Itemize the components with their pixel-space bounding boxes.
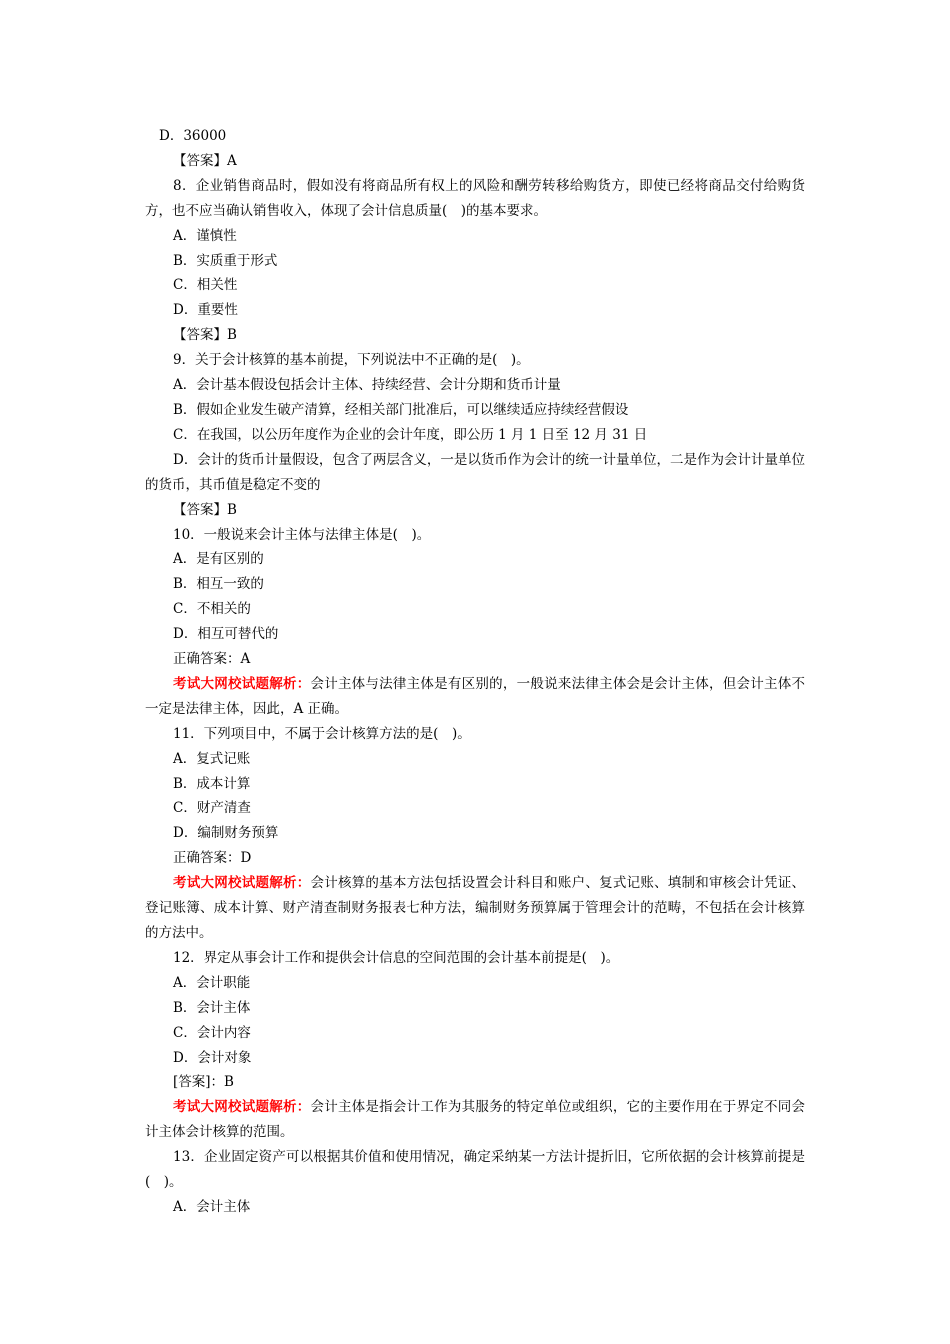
q8-option-c: C．相关性 <box>173 277 238 294</box>
explanation-text: 会计主体是指会计工作为其服务的特定单位或组织，它的主要作用在于界定不同会计主体会计核算的范围。 <box>145 1099 806 1141</box>
explanation-q10 <box>145 672 805 722</box>
question-11: 11．下列项目中，不属于会计核算方法的是( )。 <box>173 725 471 742</box>
explanation-label: 考试大网校试题解析： <box>173 1099 311 1116</box>
q9-option-c: C．在我国，以公历年度作为企业的会计年度，即公历 1 月 1 日至 12 月 31 日 <box>173 426 648 443</box>
answer-q10: 正确答案：A <box>173 651 251 668</box>
answer-q8: 【答案】B <box>173 327 237 344</box>
answer-q7: 【答案】A <box>173 152 237 169</box>
q12-option-a: A．会计职能 <box>173 974 251 991</box>
q10-option-b: B．相互一致的 <box>173 576 264 593</box>
q9-option-a: A．会计基本假设包括会计主体、持续经营、会计分期和货币计量 <box>173 377 561 394</box>
q10-option-d: D．相互可替代的 <box>173 626 279 643</box>
q13-option-a: A．会计主体 <box>173 1198 251 1215</box>
answer-q11: 正确答案：D <box>173 850 252 867</box>
q11-option-c: C．财产清查 <box>173 800 251 817</box>
question-8: 8．企业销售商品时，假如没有将商品所有权上的风险和酬劳转移给购货方，即使已经将商品交付给购货方，也不应当确认销售收入，体现了会计信息质量( )的基本要求。 <box>145 177 805 219</box>
explanation-q12 <box>145 1095 805 1145</box>
explanation-label: 考试大网校试题解析： <box>173 875 311 892</box>
q10-option-c: C．不相关的 <box>173 601 251 618</box>
q8-option-a: A．谨慎性 <box>173 227 237 244</box>
question-9: 9．关于会计核算的基本前提，下列说法中不正确的是( )。 <box>173 352 530 369</box>
q11-option-a: A．复式记账 <box>173 750 251 767</box>
question-10: 10．一般说来会计主体与法律主体是( )。 <box>173 526 431 543</box>
answer-q9: 【答案】B <box>173 501 237 518</box>
explanation-text: 会计主体与法律主体是有区别的，一般说来法律主体会是会计主体，但会计主体不一定是法律主体，因此，A 正确。 <box>145 675 806 717</box>
q9-option-b: B．假如企业发生破产清算，经相关部门批准后，可以继续适应持续经营假设 <box>173 401 629 418</box>
explanation-q11 <box>145 871 805 946</box>
q12-option-b: B．会计主体 <box>173 999 251 1016</box>
document-body <box>145 124 805 1220</box>
q8-option-d: D．重要性 <box>173 302 238 319</box>
q12-option-c: C．会计内容 <box>173 1024 251 1041</box>
answer-q12: [答案]：B <box>173 1074 234 1091</box>
q10-option-a: A．是有区别的 <box>173 551 264 568</box>
question-12: 12．界定从事会计工作和提供会计信息的空间范围的会计基本前提是( )。 <box>173 949 620 966</box>
explanation-text: 会计核算的基本方法包括设置会计科目和账户、复式记账、填制和审核会计凭证、登记账簿、成本计算、财产清查制财务报表七种方法，编制财务预算属于管理会计的范畴，不包括在会计核算的方法中。 <box>145 875 806 941</box>
q11-option-d: D．编制财务预算 <box>173 825 279 842</box>
explanation-label: 考试大网校试题解析： <box>173 675 311 692</box>
option-d-36000: D．36000 <box>159 128 227 144</box>
q11-option-b: B．成本计算 <box>173 775 251 792</box>
q8-option-b: B．实质重于形式 <box>173 252 278 269</box>
q9-option-d: D．会计的货币计量假设，包含了两层含义，一是以货币作为会计的统一计量单位，二是作为会计计量单位的货币，其币值是稳定不变的 <box>145 451 805 493</box>
question-13: 13．企业固定资产可以根据其价值和使用情况，确定采纳某一方法计提折旧，它所依据的会计核算前提是( )。 <box>145 1149 805 1191</box>
q12-option-d: D．会计对象 <box>173 1049 252 1066</box>
